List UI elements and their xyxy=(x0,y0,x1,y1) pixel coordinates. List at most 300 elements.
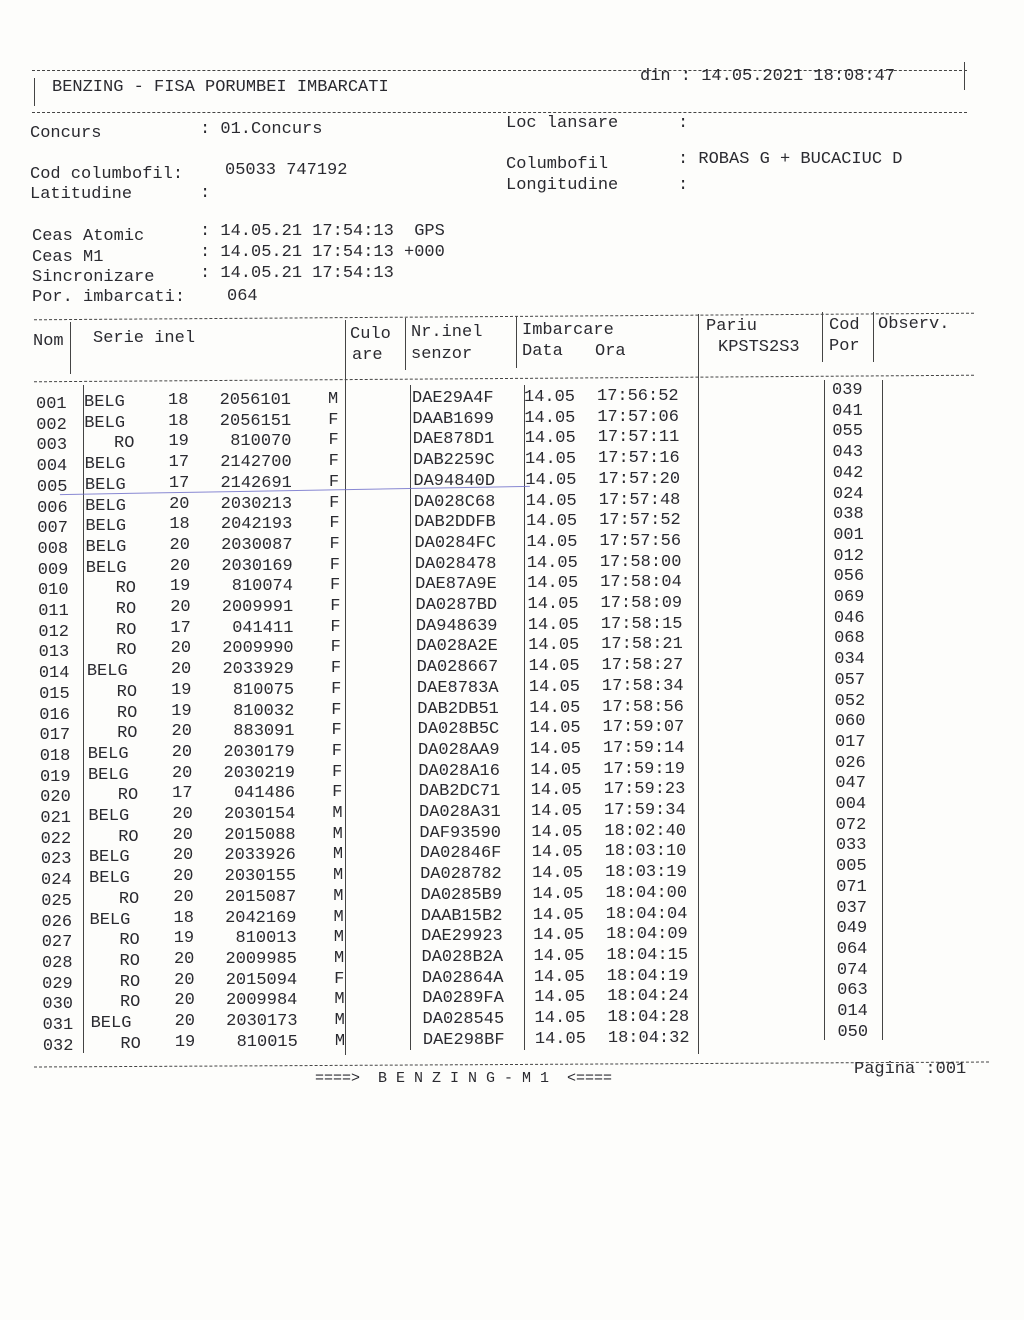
cell-serie-country: BELG xyxy=(89,910,131,930)
cell-boarding-time: 17:56:52 xyxy=(597,387,679,406)
cell-serie-number: 2056151 xyxy=(219,411,292,431)
cell-boarding-date: 14.05 xyxy=(525,470,577,490)
cell-sex: F xyxy=(334,969,345,989)
ceas-m1-label: Ceas M1 xyxy=(32,248,104,267)
cell-pigeon-code: 056 xyxy=(833,567,865,587)
cell-serie-year: 20 xyxy=(171,763,193,783)
cell-serie-number: 2030173 xyxy=(226,1012,298,1031)
column-header-senzor: senzor xyxy=(411,345,473,364)
cell-serie-year: 20 xyxy=(172,805,193,824)
cell-serie-number: 2142700 xyxy=(220,453,292,473)
cell-serie-number: 2009984 xyxy=(225,991,298,1011)
cell-serie-year: 19 xyxy=(174,1032,196,1052)
cell-serie-year: 17 xyxy=(172,784,193,804)
cell-nom: 014 xyxy=(38,664,70,684)
cell-nom: 016 xyxy=(39,705,70,725)
cell-pigeon-code: 057 xyxy=(834,670,866,690)
cell-serie-number: 2030155 xyxy=(224,867,297,887)
divider xyxy=(873,312,874,362)
cell-serie-number: 2030219 xyxy=(223,763,295,783)
cell-nom: 021 xyxy=(40,809,71,828)
cell-nom: 018 xyxy=(39,746,71,766)
column-header-nom: Nom xyxy=(33,332,64,351)
cell-boarding-date: 14.05 xyxy=(528,636,580,656)
cell-boarding-time: 17:59:34 xyxy=(604,801,686,820)
cell-serie-year: 18 xyxy=(169,515,190,535)
cell-boarding-time: 18:04:15 xyxy=(606,945,689,965)
cell-nom: 010 xyxy=(37,581,69,601)
longitudine-label: Longitudine xyxy=(506,176,619,195)
cell-boarding-date: 14.05 xyxy=(525,491,577,511)
cell-nom: 001 xyxy=(36,395,67,414)
cell-boarding-date: 14.05 xyxy=(528,657,580,677)
cell-serie-number: 2042193 xyxy=(220,515,293,535)
cell-boarding-time: 17:58:27 xyxy=(601,656,684,676)
cell-sex: M xyxy=(332,824,343,844)
cell-pigeon-code: 060 xyxy=(834,712,866,732)
cell-nom: 020 xyxy=(40,788,71,808)
cell-boarding-date: 14.05 xyxy=(528,677,580,697)
cell-sensor-ring: DAB2DB51 xyxy=(417,699,499,719)
cell-sensor-ring: DAF93590 xyxy=(419,823,502,843)
cell-pigeon-code: 072 xyxy=(835,815,867,835)
cell-sensor-ring: DA028A31 xyxy=(419,803,501,822)
cell-nom: 025 xyxy=(41,891,72,911)
cell-boarding-date: 14.05 xyxy=(529,739,581,759)
cell-boarding-date: 14.05 xyxy=(524,388,576,407)
cell-serie-country: RO xyxy=(118,889,140,909)
cell-sex: M xyxy=(333,907,344,927)
cell-boarding-time: 18:02:40 xyxy=(604,821,687,841)
cell-serie-number: 2142691 xyxy=(220,473,292,493)
cell-pigeon-code: 063 xyxy=(837,981,868,1001)
cell-boarding-time: 17:58:56 xyxy=(602,697,684,717)
cell-nom: 011 xyxy=(38,602,69,621)
cell-serie-country: RO xyxy=(119,993,141,1013)
column-header-data: Data xyxy=(522,342,563,361)
column-header-pariu: Pariu xyxy=(706,317,758,336)
cell-boarding-date: 14.05 xyxy=(534,1009,586,1028)
cell-sensor-ring: DA028AA9 xyxy=(417,740,500,760)
page-number: Pagina :001 xyxy=(854,1060,967,1079)
cell-nom: 024 xyxy=(41,871,72,891)
cell-sex: F xyxy=(331,762,343,782)
cell-boarding-time: 18:04:00 xyxy=(605,883,688,903)
divider xyxy=(34,78,35,106)
cell-nom: 004 xyxy=(36,457,68,477)
cell-boarding-date: 14.05 xyxy=(531,822,583,842)
ceas-atomic-label: Ceas Atomic xyxy=(32,227,145,246)
cell-boarding-date: 14.05 xyxy=(527,574,579,594)
cell-serie-country: BELG xyxy=(90,1014,132,1033)
cell-boarding-date: 14.05 xyxy=(529,698,581,718)
cell-sensor-ring: DA94840D xyxy=(413,471,496,491)
cell-sex: F xyxy=(329,555,340,575)
cell-serie-number: 810015 xyxy=(236,1032,298,1052)
cell-sex: F xyxy=(331,679,342,699)
cell-serie-year: 17 xyxy=(168,453,190,473)
cell-sensor-ring: DA028478 xyxy=(414,554,497,574)
cell-serie-year: 18 xyxy=(173,908,194,928)
cell-serie-year: 20 xyxy=(173,867,194,887)
cell-pigeon-code: 038 xyxy=(833,505,864,525)
porumbei-imbarcati-value: 064 xyxy=(227,287,258,306)
cell-pigeon-code: 041 xyxy=(832,401,863,421)
print-date: din : 14.05.2021 18:08:47 xyxy=(640,67,896,86)
cod-columbofil-value: 05033 747192 xyxy=(225,161,348,180)
cell-sex: F xyxy=(328,472,340,492)
column-header-imbarcare: Imbarcare xyxy=(522,321,614,340)
cell-serie-country: BELG xyxy=(84,413,126,433)
cell-serie-number: 810032 xyxy=(233,701,295,721)
cell-boarding-time: 17:58:04 xyxy=(600,573,682,593)
cell-boarding-time: 18:04:28 xyxy=(607,1008,690,1027)
column-header-cod: Cod xyxy=(829,316,860,335)
cell-serie-number: 2030213 xyxy=(220,494,293,514)
cell-sensor-ring: DAB2259C xyxy=(413,451,495,471)
cell-sensor-ring: DA0284FC xyxy=(414,533,497,553)
cell-nom: 023 xyxy=(40,850,72,870)
cell-sensor-ring: DA02864A xyxy=(421,968,504,988)
cell-nom: 002 xyxy=(36,415,67,435)
cell-sensor-ring: DA028545 xyxy=(422,1010,505,1029)
cell-serie-country: BELG xyxy=(86,662,128,682)
sincronizare-label: Sincronizare xyxy=(32,268,155,287)
cell-boarding-date: 14.05 xyxy=(532,905,584,925)
cell-serie-year: 20 xyxy=(172,846,194,866)
cell-serie-country: RO xyxy=(119,972,141,992)
cell-serie-year: 18 xyxy=(168,391,189,410)
cell-nom: 027 xyxy=(41,933,73,953)
cell-boarding-date: 14.05 xyxy=(524,408,576,428)
cell-sex: F xyxy=(330,597,341,616)
table-bottom-border xyxy=(34,1061,989,1067)
cell-boarding-time: 17:57:06 xyxy=(597,407,679,427)
cell-nom: 030 xyxy=(42,995,73,1015)
cell-sensor-ring: DA02846F xyxy=(419,844,502,864)
column-header-culoare-2: are xyxy=(352,346,383,365)
cell-nom: 026 xyxy=(41,912,73,932)
cell-boarding-time: 17:58:21 xyxy=(601,635,683,655)
cell-serie-year: 20 xyxy=(170,660,192,680)
cell-serie-year: 20 xyxy=(170,598,191,617)
cell-serie-year: 20 xyxy=(171,742,193,762)
cell-serie-number: 2009991 xyxy=(221,598,294,617)
cell-pigeon-code: 033 xyxy=(835,836,867,856)
divider xyxy=(70,322,71,374)
cell-sensor-ring: DAE87A9E xyxy=(415,575,497,595)
cell-sensor-ring: DAAB15B2 xyxy=(420,906,503,926)
cell-serie-year: 20 xyxy=(174,991,195,1011)
cell-serie-number: 2056101 xyxy=(219,391,291,410)
columbofil-label: Columbofil xyxy=(506,155,609,174)
cell-boarding-time: 18:04:32 xyxy=(607,1028,690,1048)
cell-serie-country: BELG xyxy=(85,517,127,537)
cell-boarding-time: 18:03:10 xyxy=(604,842,687,862)
cell-nom: 028 xyxy=(41,953,73,973)
cell-sensor-ring: DAAB1699 xyxy=(412,409,494,429)
cell-serie-country: BELG xyxy=(85,537,127,557)
cell-boarding-date: 14.05 xyxy=(533,926,585,946)
cell-boarding-time: 17:59:23 xyxy=(603,780,686,800)
cell-nom: 029 xyxy=(42,974,73,994)
cell-nom: 003 xyxy=(36,436,68,456)
cell-serie-year: 19 xyxy=(173,929,195,949)
cell-boarding-time: 18:04:24 xyxy=(607,987,689,1007)
cell-sex: M xyxy=(333,948,345,968)
cell-boarding-time: 17:59:19 xyxy=(603,759,685,779)
cell-sex: F xyxy=(330,638,341,658)
cell-sex: M xyxy=(334,990,345,1010)
concurs-value: : 01.Concurs xyxy=(200,120,323,139)
cell-serie-number: 810075 xyxy=(232,680,295,700)
column-header-kpsts2s3: KPSTS2S3 xyxy=(718,338,800,357)
cell-serie-year: 20 xyxy=(169,535,190,555)
cell-sex: M xyxy=(333,928,344,948)
ceas-atomic-value: : 14.05.21 17:54:13 GPS xyxy=(200,222,445,241)
cell-pigeon-code: 049 xyxy=(836,919,868,939)
cell-serie-year: 20 xyxy=(173,887,194,907)
loc-lansare-value: : xyxy=(678,114,689,133)
concurs-label: Concurs xyxy=(30,124,102,143)
cell-serie-number: 2030169 xyxy=(221,556,293,576)
cell-pigeon-code: 055 xyxy=(832,422,863,442)
column-header-por: Por xyxy=(829,337,860,356)
cell-serie-country: RO xyxy=(119,931,140,951)
cell-sex: F xyxy=(328,452,339,472)
cell-sensor-ring: DA948639 xyxy=(415,616,498,636)
cell-serie-country: BELG xyxy=(88,807,130,826)
cell-serie-country: RO xyxy=(119,951,140,971)
cell-sex: M xyxy=(333,886,344,906)
cell-serie-number: 810074 xyxy=(231,577,293,597)
cell-pigeon-code: 042 xyxy=(832,463,864,483)
cell-pigeon-code: 004 xyxy=(835,795,867,814)
cell-sex: F xyxy=(330,617,341,637)
divider xyxy=(964,62,965,90)
cell-sensor-ring: DAB2DDFB xyxy=(414,513,496,533)
cell-boarding-date: 14.05 xyxy=(527,595,579,614)
cell-sex: F xyxy=(331,741,342,761)
cell-sex: M xyxy=(328,390,339,409)
porumbei-imbarcati-label: Por. imbarcati: xyxy=(32,288,186,307)
cell-pigeon-code: 043 xyxy=(832,443,864,463)
cell-boarding-date: 14.05 xyxy=(526,512,578,532)
cell-serie-country: RO xyxy=(115,579,136,599)
column-header-ora: Ora xyxy=(595,342,626,361)
cell-boarding-date: 14.05 xyxy=(530,781,582,801)
cell-sensor-ring: DAE298BF xyxy=(422,1030,505,1050)
cell-serie-number: 2030087 xyxy=(221,535,293,555)
cod-columbofil-label: Cod columbofil: xyxy=(30,165,184,184)
cell-boarding-date: 14.05 xyxy=(531,802,583,821)
cell-sex: F xyxy=(331,721,342,741)
cell-serie-year: 20 xyxy=(172,825,194,845)
cell-sex: F xyxy=(329,576,341,596)
cell-nom: 009 xyxy=(37,560,69,580)
cell-pigeon-code: 014 xyxy=(837,1002,868,1021)
cell-nom: 013 xyxy=(38,643,70,663)
cell-boarding-time: 17:58:15 xyxy=(600,614,683,634)
cell-sensor-ring: DAB2DC71 xyxy=(418,782,501,802)
sincronizare-value: : 14.05.21 17:54:13 xyxy=(200,264,394,283)
cell-serie-year: 20 xyxy=(169,494,190,514)
cell-serie-number: 883091 xyxy=(233,722,295,742)
cell-serie-number: 2030154 xyxy=(223,805,296,824)
cell-pigeon-code: 012 xyxy=(833,546,865,566)
cell-pigeon-code: 071 xyxy=(836,877,867,897)
cell-serie-year: 20 xyxy=(174,970,195,990)
cell-boarding-date: 14.05 xyxy=(534,988,586,1008)
cell-sex: F xyxy=(328,410,339,430)
cell-boarding-date: 14.05 xyxy=(527,615,579,635)
cell-boarding-time: 17:58:09 xyxy=(600,594,683,613)
cell-sex: F xyxy=(329,534,340,554)
cell-serie-country: RO xyxy=(116,682,138,702)
cell-serie-number: 041486 xyxy=(233,784,296,804)
cell-serie-number: 2042169 xyxy=(225,908,297,928)
cell-sensor-ring: DA028A16 xyxy=(418,761,500,781)
cell-pigeon-code: 046 xyxy=(833,608,865,628)
cell-sensor-ring: DA028782 xyxy=(420,865,502,885)
cell-serie-year: 20 xyxy=(174,1012,195,1031)
cell-boarding-time: 17:59:07 xyxy=(602,718,685,738)
cell-serie-country: BELG xyxy=(89,869,130,889)
cell-pigeon-code: 074 xyxy=(836,960,868,980)
cell-boarding-time: 17:58:34 xyxy=(601,676,684,696)
cell-serie-number: 2015087 xyxy=(224,887,297,907)
cell-sex: M xyxy=(334,1031,346,1051)
divider xyxy=(822,312,823,362)
cell-sensor-ring: DAE878D1 xyxy=(412,430,495,450)
cell-sensor-ring: DA028A2E xyxy=(416,637,498,657)
cell-serie-year: 20 xyxy=(169,556,191,576)
cell-nom: 007 xyxy=(37,519,68,539)
cell-serie-year: 19 xyxy=(169,577,191,597)
cell-serie-year: 17 xyxy=(168,473,190,493)
cell-nom: 012 xyxy=(38,622,70,642)
cell-serie-country: RO xyxy=(118,827,139,847)
latitudine-value: : xyxy=(200,184,211,203)
cell-sensor-ring: DAE8783A xyxy=(416,678,499,698)
cell-serie-country: RO xyxy=(114,434,135,454)
cell-boarding-time: 17:58:00 xyxy=(599,552,682,572)
cell-serie-country: RO xyxy=(116,703,138,723)
cell-boarding-date: 14.05 xyxy=(531,843,583,863)
cell-sensor-ring: DAE29923 xyxy=(421,927,503,947)
cell-pigeon-code: 039 xyxy=(832,381,863,400)
cell-sex: F xyxy=(329,493,340,513)
cell-boarding-time: 18:04:19 xyxy=(606,966,689,986)
cell-sensor-ring: DA028667 xyxy=(416,658,499,678)
cell-boarding-date: 14.05 xyxy=(532,864,584,884)
latitudine-label: Latitudine xyxy=(30,185,133,204)
cell-boarding-time: 17:57:16 xyxy=(598,449,680,469)
cell-nom: 005 xyxy=(36,477,68,497)
cell-serie-year: 20 xyxy=(170,639,192,659)
cell-serie-year: 20 xyxy=(173,949,195,969)
cell-nom: 008 xyxy=(37,539,69,559)
cell-boarding-time: 18:04:09 xyxy=(606,925,688,945)
cell-nom: 022 xyxy=(40,829,72,849)
cell-sex: F xyxy=(329,514,340,534)
cell-sensor-ring: DAE29A4F xyxy=(412,389,494,408)
cell-boarding-date: 14.05 xyxy=(526,553,578,573)
cell-pigeon-code: 017 xyxy=(834,732,866,752)
ceas-m1-value: : 14.05.21 17:54:13 +000 xyxy=(200,243,445,262)
cell-sex: F xyxy=(328,431,339,451)
cell-serie-number: 2015088 xyxy=(224,825,296,845)
cell-sensor-ring: DA028C68 xyxy=(413,492,496,512)
cell-boarding-time: 18:04:04 xyxy=(605,904,688,924)
cell-serie-country: BELG xyxy=(84,393,125,412)
cell-nom: 032 xyxy=(42,1036,74,1056)
longitudine-value: : xyxy=(678,176,689,195)
cell-serie-country: BELG xyxy=(88,848,130,868)
cell-boarding-date: 14.05 xyxy=(532,884,584,904)
cell-boarding-time: 17:57:48 xyxy=(598,490,681,510)
cell-serie-country: RO xyxy=(117,724,138,744)
cell-serie-country: RO xyxy=(116,641,137,661)
cell-boarding-date: 14.05 xyxy=(525,450,577,470)
cell-boarding-time: 18:03:19 xyxy=(605,863,687,883)
cell-pigeon-code: 064 xyxy=(836,939,868,959)
cell-serie-number: 2030179 xyxy=(223,742,295,762)
cell-serie-year: 19 xyxy=(171,680,192,700)
cell-pigeon-code: 052 xyxy=(834,691,866,711)
document-title: BENZING - FISA PORUMBEI IMBARCATI xyxy=(52,78,389,97)
cell-sex: M xyxy=(333,866,344,886)
cell-serie-country: BELG xyxy=(85,496,126,516)
cell-serie-country: RO xyxy=(117,786,139,806)
cell-pigeon-code: 005 xyxy=(836,857,867,877)
column-header-culoare: Culo xyxy=(350,325,391,344)
footer-brand: ====> B E N Z I N G - M 1 <==== xyxy=(315,1070,613,1087)
cell-pigeon-code: 026 xyxy=(835,753,866,773)
cell-nom: 019 xyxy=(39,767,71,787)
cell-boarding-time: 17:57:20 xyxy=(598,469,681,489)
cell-serie-country: RO xyxy=(116,620,137,640)
cell-boarding-date: 14.05 xyxy=(524,429,576,449)
cell-pigeon-code: 024 xyxy=(832,484,864,504)
divider xyxy=(32,112,967,113)
cell-sensor-ring: DA028B5C xyxy=(417,720,500,740)
cell-sensor-ring: DA0289FA xyxy=(422,989,504,1009)
cell-sex: M xyxy=(334,1011,345,1030)
cell-pigeon-code: 050 xyxy=(837,1022,869,1042)
cell-pigeon-code: 047 xyxy=(835,774,866,794)
divider xyxy=(405,318,406,370)
cell-serie-number: 041411 xyxy=(232,618,294,638)
cell-pigeon-code: 069 xyxy=(833,588,865,607)
cell-serie-country: RO xyxy=(115,600,137,619)
cell-nom: 031 xyxy=(42,1016,74,1035)
cell-serie-country: BELG xyxy=(84,455,126,475)
cell-nom: 006 xyxy=(37,498,68,518)
cell-serie-year: 20 xyxy=(171,722,192,742)
cell-boarding-time: 17:57:11 xyxy=(597,428,680,448)
cell-serie-year: 17 xyxy=(170,618,191,638)
cell-sex: F xyxy=(332,783,343,803)
cell-boarding-date: 14.05 xyxy=(526,532,578,552)
loc-lansare-label: Loc lansare xyxy=(506,114,619,133)
cell-sensor-ring: DA028B2A xyxy=(421,947,504,967)
cell-pigeon-code: 037 xyxy=(836,898,867,918)
columbofil-value: : ROBAS G + BUCACIUC D xyxy=(678,150,903,169)
cell-serie-number: 2033929 xyxy=(222,660,294,680)
cell-serie-number: 2015094 xyxy=(225,970,298,990)
cell-boarding-date: 14.05 xyxy=(533,967,585,987)
